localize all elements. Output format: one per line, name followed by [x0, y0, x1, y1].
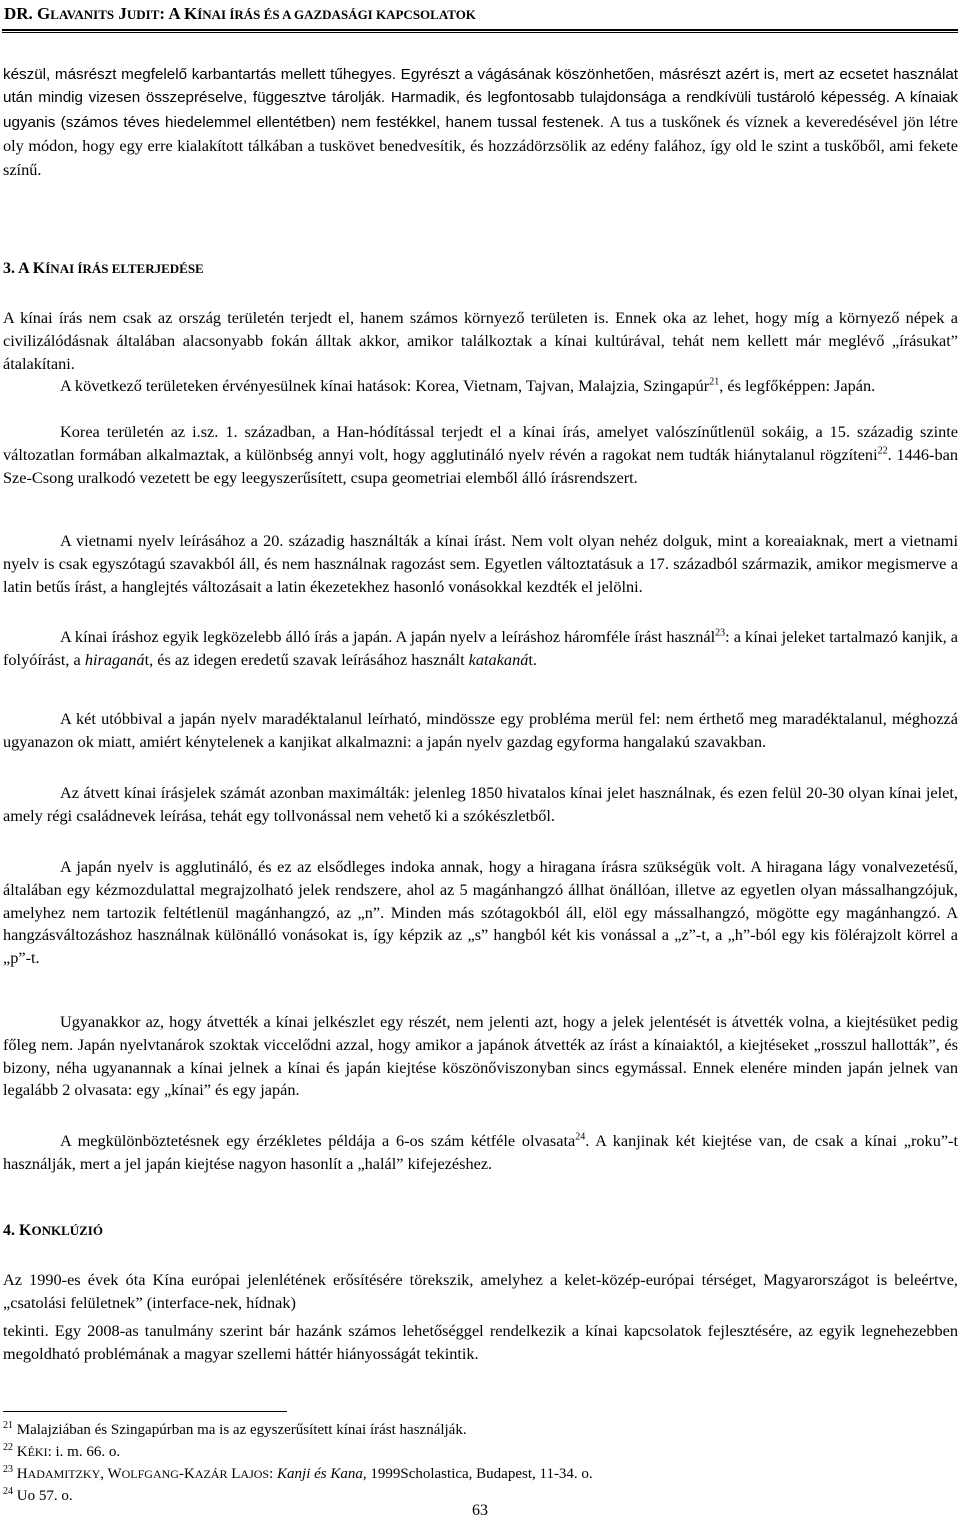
footnote-ref-23: 23 [715, 627, 726, 639]
section-3-p9-text: Ugyanakkor az, hogy átvették a kínai jelkészlet egy részét, nem jelenti azt, hogy a jelek jelentését is átvették volna, a kiejtésüket pedig főleg nem. Japán nyelvtanárok szoktak viccelődni azzal, hogy amikor a japánok átvették az írást a kínaiaktól, a kiejtéseket „rosszul hallották”, és bizony, néha ugyanannak a kínai jelnek a kínai és japán kiejtése köszönőviszonyban sincs egymással. Ennek elenére minden japán jelnek van legalább 2 olvasata: egy „kínai” és egy japán. [3, 1012, 958, 1100]
intro-paragraph [3, 63, 958, 182]
section-3-p4 [3, 530, 958, 598]
footnote-21-number: 21 [3, 1420, 13, 1431]
page-number: 63 [472, 1502, 488, 1519]
footnote-23-small3: AZÁR [194, 1467, 228, 1481]
section-3-p7 [3, 782, 958, 828]
section-3-p2-text-b: , és legfőképpen: Japán. [719, 376, 876, 395]
section-4-cap: K [19, 1222, 32, 1239]
section-3-number: 3. [3, 260, 19, 277]
footnote-22-number: 22 [3, 1442, 13, 1453]
header-rule-thin [2, 32, 958, 33]
section-3-p4-text: A vietnami nyelv leírásához a 20. századig használták a kínai írást. Nem volt olyan nehéz dolguk, mint a koreaiaknak, mert a vietnami nyelv is csak egyszótagú szavakból áll, és nem használnak ragozást sem. Egyetlen változtatásuk a 17. századból származik, amikor megismerve a latin betűs írást, a hanglejtés változásait a latin ékezetekhez hasonló vonásokkal kezdték el jelölni. [3, 531, 958, 596]
footnote-23-small2: OLFGANG [121, 1467, 179, 1481]
section-3-heading [3, 258, 204, 280]
section-3-p1-text: A kínai írás nem csak az ország területén terjedt el, hanem számos környező területen is. Ennek oka az lehet, hogy míg a környező népek a civilizálódásnak általában alacsonyabb fokán álltak akkor, amikor találkoztak a kínai kultúrával, tehát nem kellett már meglévő „írásukat” átalakítani. [3, 308, 958, 373]
header-title-small: ÍNAI ÍRÁS ÉS A GAZDASÁGI KAPCSOLATOK [197, 7, 476, 22]
header-separator: : [159, 4, 169, 23]
footnote-23 [3, 1463, 593, 1485]
header-author-small: LAVANITS [50, 7, 115, 22]
footnote-21 [3, 1419, 467, 1441]
section-3-p2-text-a: A következő területeken érvényesülnek kínai hatások: Korea, Vietnam, Tajvan, Malajzia, Szingapúr [60, 376, 710, 395]
section-4-heading [3, 1220, 103, 1242]
katakana-italic: katakaná [468, 649, 529, 669]
section-3-p5-text-b: : a kínai jeleket tartalmazó kanjik, a folyóírást, a [3, 627, 958, 669]
footnote-ref-22: 22 [877, 445, 888, 457]
section-3-p6-text: A két utóbbival a japán nyelv maradéktalanul leírható, mindössze egy probléma merül fel: nem érthető meg maradéktalanul, méghozzá ugyanazon ok miatt, amiért kénytelenek a kanjikat alkalmazni: a japán nyelv gazdag egyforma hangalakú szavakban. [3, 709, 958, 751]
section-3-p8 [3, 856, 958, 970]
section-4-number: 4. [3, 1222, 19, 1239]
section-3-p3 [3, 421, 958, 489]
footnote-23-colon: : [269, 1466, 278, 1482]
section-3-p9 [3, 1011, 958, 1102]
footnote-23-title: Kanji és Kana [277, 1466, 363, 1482]
section-3-p5-text-d: t. [528, 649, 537, 669]
section-4-p2-text: tekinti. Egy 2008-as tanulmány szerint bár hazánk számos lehetőséggel rendelkezik a kínai kapcsolatok fejlesztésére, az egyik legnehezebben megoldható problémának a magyar szellemi háttér hiányosságát tekintik. [3, 1321, 958, 1363]
section-3-p2 [3, 375, 958, 398]
section-4-p1 [3, 1269, 958, 1315]
section-3-p5-text-a: A kínai íráshoz egyik legközelebb álló írás a japán. A japán nyelv a leíráshoz háromféle írást használ [60, 627, 716, 646]
section-4-p2 [3, 1320, 958, 1366]
section-3-cap2: K [32, 260, 46, 277]
footnote-22-small-caps: ÉKI [27, 1445, 48, 1459]
section-3-p5-text-c: t, és az idegen eredetű szavak leírásához használt [144, 649, 469, 669]
section-3-cap: A [18, 260, 33, 277]
section-3-p10 [3, 1130, 958, 1176]
header-author-initial: DR. G [4, 4, 51, 23]
footnote-23-sep3: L [227, 1466, 241, 1482]
footnote-rule [3, 1411, 287, 1412]
section-3-p7-text: Az átvett kínai írásjelek számát azonban maximálták: jelenleg 1850 hivatalos kínai jelet használnak, és ezen felül 20-30 olyan kínai jelet, amely régi családnevek leírása, tehát egy tollvonással nem vehető ki a szókészletből. [3, 783, 958, 825]
section-3-p5 [3, 626, 958, 672]
section-3-p6 [3, 708, 958, 754]
section-3-p10-text-a: A megkülönböztetésnek egy érzékletes példája a 6-os szám kétféle olvasata [60, 1131, 576, 1150]
footnote-23-number: 23 [3, 1464, 13, 1475]
footnote-22-cap: K [13, 1444, 28, 1460]
footnote-23-small1: ADAMITZKY [27, 1467, 101, 1481]
footnote-22-rest: : i. m. 66. o. [47, 1444, 121, 1460]
hiragana-italic: hiraganá [84, 649, 145, 669]
footnote-22 [3, 1441, 120, 1463]
footnote-ref-24: 24 [575, 1131, 586, 1143]
section-3-small-caps: ÍNAI ÍRÁS ELTERJEDÉSE [45, 261, 204, 276]
footnote-23-cap1: H [13, 1466, 28, 1482]
section-4-small-caps: ONKLÚZIÓ [31, 1223, 103, 1238]
header-rule-thick [2, 29, 958, 31]
section-3-p10-text-b: . A kanjinak két kiejtése van, de csak a kínai „roku”-t használják, mert a jel japán kiejtése nagyon hasonlít a „halál” kifejezéshez. [3, 1131, 959, 1173]
footnote-23-sep1: , W [100, 1466, 122, 1482]
footnote-23-small4: AJOS [240, 1467, 270, 1481]
header-title-initial: A K [168, 4, 198, 23]
footnote-24-text: Uo 57. o. [13, 1488, 73, 1504]
section-3-p3-text-a: Korea területén az i.sz. 1. században, a Han-hódítással terjedt el a kínai írás, amelyet valószínűtlenül sokáig, a 15. századig szinte változatlan formában alkalmaztak, a különbség annyi volt, hogy agglutináló nyelv révén a ragokat nem tudták hiánytalanul rögzíteni [3, 422, 958, 464]
section-3-p1 [3, 307, 958, 375]
header-author-small2: UDIT [126, 7, 160, 22]
intro-sans-text: készül, másrészt megfelelő karbantartás mellett tűhegyes. Egyrészt a vágásának köszönhetően, másrészt azért is, mert az ecsetet használat után mindig vizesen összepréselve, függesztve tárolják. Harmadik, és legfontosabb tulajdonsága a rendkívüli tustároló képesség. A kínaiak ugyanis (számos téves hiedelemmel ellentétben) nem festékkel, hanem tussal festenek. [3, 66, 958, 131]
section-4-p1-text: Az 1990-es évek óta Kína európai jelenlétének erősítésére törekszik, amelyhez a kelet-közép-európai térséget, Magyarországot is beleértve, „csatolási felületnek” (interface-nek, hídnak) [3, 1270, 958, 1312]
section-3-p8-text: A japán nyelv is agglutináló, és ez az elsődleges indoka annak, hogy a hiragana írásra szükségük volt. A hiragana lágy vonalvezetésű, általában egy kézmozdulattal megrajzolható jelek rendszere, ahol az 5 magánhangzó állhat önállóan, illetve az egyetlen olyan mássalhangzójuk, amelyhez nem tartozik feltétlenül magánhangzó, az „n”. Minden más szótagokból áll, elöl egy mássalhangzó, mögötte egy magánhangzó. A hangzásváltozáshoz használnak különálló vonásokat is, így képzik az „s” hangból két kis vonással a „z”-t, a „h”-ból egy kis fölérajzolt körrel a „p”-t. [3, 857, 958, 968]
header-author-initial2: J [118, 4, 127, 23]
footnote-24-number: 24 [3, 1486, 13, 1497]
footnote-23-sep2: -K [178, 1466, 195, 1482]
running-header [4, 2, 956, 27]
section-3-p3-text-b: . 1446-ban Sze-Csong uralkodó vezetett be egy leegyszerűsített, csupa geometriai elemből álló írásrendszert. [3, 444, 958, 487]
footnote-23-rest: , 1999Scholastica, Budapest, 11-34. o. [362, 1466, 593, 1482]
footnote-21-text: Malajziában és Szingapúrban ma is az egyszerűsített kínai írást használják. [13, 1422, 467, 1438]
intro-serif-text: A tus a tuskőnek és víznek a keveredésével jön létre oly módon, hogy egy erre kialakított tálkában a tuskövet benedvesítik, és hozzádörzsölik az edény falához, így old le szint a tuskőből, ami fekete színű. [3, 111, 958, 180]
footnote-ref-21: 21 [709, 376, 720, 388]
